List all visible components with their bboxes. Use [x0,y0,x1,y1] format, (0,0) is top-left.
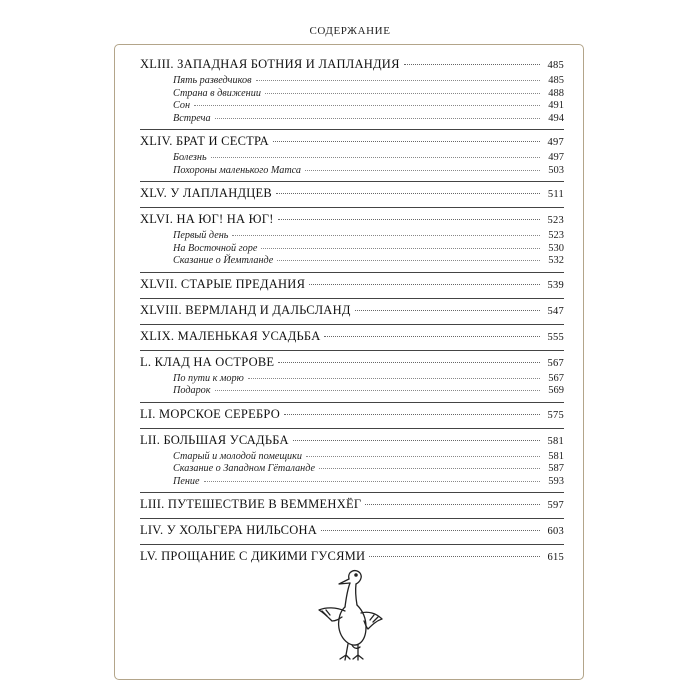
toc-chapter [140,212,564,268]
subsection-entry [140,75,564,88]
dot-leader [204,481,540,482]
subsection-entry [140,243,564,256]
subsection-title: Сон [173,100,191,111]
subsection-page-number: 532 [548,255,564,266]
chapter-entry [140,497,564,514]
chapter-entry [140,329,564,346]
chapter-title: XLVI. НА ЮГ! НА ЮГ! [140,212,274,226]
toc-chapter [140,186,564,203]
goose-drawing-icon [312,565,387,663]
chapter-divider [140,544,564,545]
table-of-contents [140,57,564,566]
toc-chapter [140,277,564,294]
toc-chapter [140,433,564,489]
dot-leader [305,170,540,171]
subsection-entry [140,152,564,165]
subsection-entry [140,230,564,243]
subsection-title: Сказание о Йемтланде [173,255,274,266]
subsection-page-number: 567 [548,372,564,384]
toc-chapter [140,497,564,514]
chapter-entry [140,212,564,229]
chapter-divider [140,324,564,325]
subsection-page-number: 488 [548,87,564,99]
dot-leader [276,193,540,194]
chapter-title: L. КЛАД НА ОСТРОВЕ [140,354,275,369]
dot-leader [248,378,540,379]
chapter-divider [140,402,564,403]
subsection-entry [140,113,564,126]
chapter-page-number: 615 [547,552,564,563]
chapter-entry [140,57,564,74]
subsection-page-number: 569 [548,385,564,396]
chapter-divider [140,298,564,299]
subsection-entry [140,385,564,398]
chapter-entry [140,277,564,294]
subsection-title: Сказание о Западном Гёталанде [173,463,316,474]
chapter-title: XLIII. ЗАПАДНАЯ БОТНИЯ И ЛАПЛАНДИЯ [140,57,400,71]
chapter-title: XLVIII. ВЕРМЛАНД И ДАЛЬСЛАНД [140,302,351,317]
toc-chapter [140,355,564,398]
chapter-page-number: 547 [547,305,564,317]
subsection-page-number: 523 [548,230,564,241]
subsection-title: Встреча [173,112,211,124]
chapter-divider [140,207,564,208]
chapter-title: XLIV. БРАТ И СЕСТРА [140,134,269,148]
subsection-title: Подарок [173,385,211,396]
dot-leader [256,80,541,81]
dot-leader [277,260,540,261]
subsection-page-number: 497 [548,152,564,163]
dot-leader [404,64,540,65]
subsection-entry [140,88,564,101]
dot-leader [293,440,540,441]
chapter-divider [140,129,564,130]
chapter-title: XLV. У ЛАПЛАНДЦЕВ [140,186,272,200]
chapter-title: LI. МОРСКОЕ СЕРЕБРО [140,406,281,421]
toc-chapter [140,549,564,566]
subsection-title: Похороны маленького Матса [173,164,302,176]
subsection-list [140,450,564,489]
chapter-divider [140,518,564,519]
dot-leader [278,362,540,363]
dot-leader [232,235,540,236]
subsection-page-number: 491 [548,100,564,111]
toc-chapter [140,523,564,540]
toc-chapter [140,57,564,125]
dot-leader [321,530,540,531]
subsection-page-number: 485 [548,75,564,86]
chapter-page-number: 555 [547,331,564,343]
chapter-entry [140,523,564,540]
subsection-title: Пять разведчиков [173,75,252,86]
toc-chapter [140,303,564,320]
dot-leader [273,141,540,142]
chapter-entry [140,549,564,566]
dot-leader [309,284,540,285]
dot-leader [194,105,540,106]
subsection-title: Страна в движении [173,87,261,99]
dot-leader [215,118,540,119]
subsection-page-number: 503 [548,164,564,176]
dot-leader [284,414,540,415]
dot-leader [211,157,540,158]
subsection-entry [140,451,564,464]
subsection-page-number: 587 [548,463,564,474]
subsection-page-number: 530 [548,242,564,254]
chapter-divider [140,428,564,429]
subsection-list [140,372,564,398]
chapter-page-number: 597 [547,500,564,511]
chapter-title: LIV. У ХОЛЬГЕРА НИЛЬСОНА [140,523,318,537]
dot-leader [278,219,540,220]
chapter-page-number: 603 [547,526,564,537]
toc-chapter [140,407,564,424]
subsection-title: Старый и молодой помещики [173,450,303,462]
subsection-list [140,229,564,268]
dot-leader [365,504,540,505]
subsection-list [140,151,564,177]
subsection-entry [140,255,564,268]
subsection-page-number: 494 [548,112,564,124]
subsection-title: На Восточной горе [173,242,258,254]
subsection-entry [140,476,564,489]
subsection-list [140,74,564,125]
dot-leader [369,556,540,557]
chapter-divider [140,181,564,182]
chapter-page-number: 581 [547,435,564,447]
chapter-page-number: 497 [547,137,564,148]
chapter-entry [140,355,564,372]
chapter-page-number: 575 [547,409,564,421]
dot-leader [324,336,540,337]
dot-leader [215,390,540,391]
chapter-page-number: 567 [547,357,564,369]
chapter-title: LIII. ПУТЕШЕСТВИЕ В ВЕММЕНХЁГ [140,497,362,511]
subsection-page-number: 581 [548,450,564,462]
toc-chapter [140,134,564,177]
dot-leader [319,468,540,469]
chapter-title: XLVII. СТАРЫЕ ПРЕДАНИЯ [140,276,306,291]
chapter-title: XLIX. МАЛЕНЬКАЯ УСАДЬБА [140,328,321,343]
subsection-entry [140,165,564,178]
dot-leader [355,310,540,311]
dot-leader [265,93,540,94]
chapter-divider [140,350,564,351]
chapter-title: LV. ПРОЩАНИЕ С ДИКИМИ ГУСЯМИ [140,549,366,563]
subsection-title: По пути к морю [173,372,244,384]
subsection-title: Пение [173,475,200,487]
chapter-entry [140,303,564,320]
chapter-entry [140,186,564,203]
chapter-divider [140,492,564,493]
chapter-divider [140,272,564,273]
chapter-entry [140,407,564,424]
subsection-entry [140,463,564,476]
subsection-title: Первый день [173,230,229,241]
chapter-page-number: 485 [547,60,564,71]
chapter-entry [140,134,564,151]
chapter-page-number: 523 [547,215,564,226]
subsection-entry [140,373,564,386]
chapter-page-number: 511 [547,189,564,200]
subsection-entry [140,100,564,113]
chapter-entry [140,433,564,450]
page-running-title: СОДЕРЖАНИЕ [309,25,391,37]
chapter-page-number: 539 [547,279,564,291]
dot-leader [261,248,540,249]
chapter-title: LII. БОЛЬШАЯ УСАДЬБА [140,432,289,447]
dot-leader [306,456,540,457]
toc-chapter [140,329,564,346]
subsection-title: Болезнь [173,152,207,163]
subsection-page-number: 593 [548,475,564,487]
